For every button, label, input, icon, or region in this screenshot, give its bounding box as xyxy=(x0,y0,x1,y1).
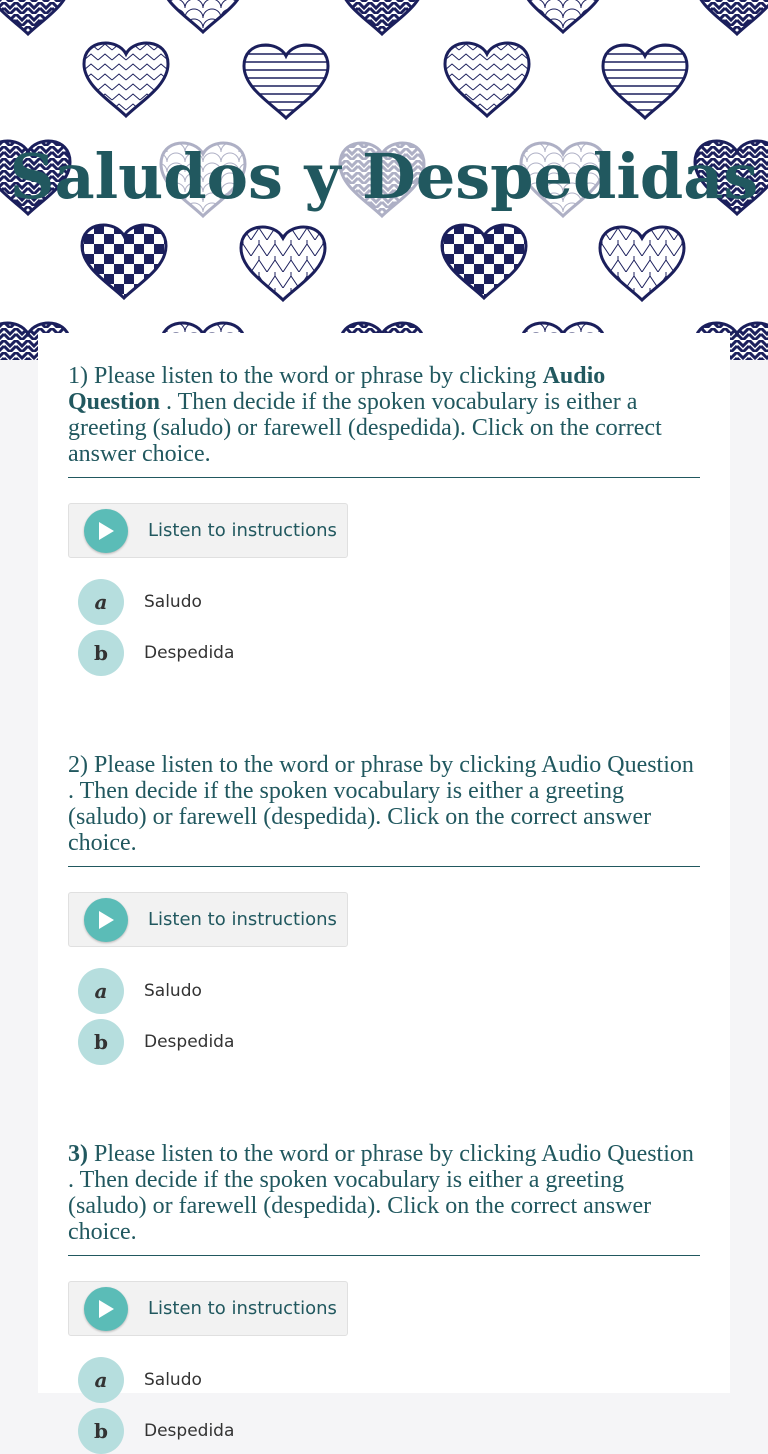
question-number: 2) xyxy=(68,752,88,778)
question-text xyxy=(68,752,700,867)
listen-to-instructions-button[interactable] xyxy=(68,1281,348,1336)
choice-label: Saludo xyxy=(144,592,202,612)
question-3 xyxy=(68,1141,700,1454)
choice-label: Despedida xyxy=(144,1032,235,1052)
play-icon[interactable] xyxy=(84,509,128,553)
play-icon[interactable] xyxy=(84,1287,128,1331)
listen-label: Listen to instructions xyxy=(148,1298,337,1319)
answer-choices xyxy=(78,579,700,676)
choice-a[interactable] xyxy=(78,1357,700,1403)
choice-letter-a[interactable]: a xyxy=(78,1357,124,1403)
worksheet xyxy=(38,333,730,1443)
answer-choices xyxy=(78,968,700,1065)
choice-b[interactable] xyxy=(78,630,700,676)
choice-label: Despedida xyxy=(144,643,235,663)
choice-letter-b[interactable]: b xyxy=(78,1019,124,1065)
listen-to-instructions-button[interactable] xyxy=(68,503,348,558)
question-text-end: . Then decide if the spoken vocabulary is either a greeting (saludo) or farewell (despedida). Click on the correct answer choice. xyxy=(68,389,662,467)
question-text xyxy=(68,1141,700,1256)
question-number: 1) xyxy=(68,363,88,389)
question-text-end: Audio Question . Then decide if the spoken vocabulary is either a greeting (saludo) or farewell (despedida). Click on the correct answer choice. xyxy=(68,752,694,856)
choice-letter-a[interactable]: a xyxy=(78,968,124,1014)
choice-a[interactable] xyxy=(78,968,700,1014)
listen-to-instructions-button[interactable] xyxy=(68,892,348,947)
play-icon[interactable] xyxy=(84,898,128,942)
choice-letter-a[interactable]: a xyxy=(78,579,124,625)
question-text-start: Please listen to the word or phrase by clicking xyxy=(88,752,542,778)
header-banner xyxy=(0,0,768,360)
question-number: 3) xyxy=(68,1141,88,1167)
question-1 xyxy=(68,363,700,676)
choice-a[interactable] xyxy=(78,579,700,625)
question-text-start: Please listen to the word or phrase by clicking xyxy=(88,363,543,389)
choice-label: Saludo xyxy=(144,981,202,1001)
listen-label: Listen to instructions xyxy=(148,520,337,541)
question-text-end: Audio Question . Then decide if the spoken vocabulary is either a greeting (saludo) or farewell (despedida). Click on the correct answer choice. xyxy=(68,1141,694,1245)
choice-b[interactable] xyxy=(78,1408,700,1454)
choice-label: Despedida xyxy=(144,1421,235,1441)
question-text-start: Please listen to the word or phrase by clicking xyxy=(88,1141,542,1167)
question-2 xyxy=(68,752,700,1065)
choice-label: Saludo xyxy=(144,1370,202,1390)
page-title: Saludos y Despedidas xyxy=(9,140,759,213)
listen-label: Listen to instructions xyxy=(148,909,337,930)
choice-b[interactable] xyxy=(78,1019,700,1065)
choice-letter-b[interactable]: b xyxy=(78,630,124,676)
question-text xyxy=(68,363,700,478)
question-bold-text: Audio Question xyxy=(68,363,606,415)
answer-choices xyxy=(78,1357,700,1454)
choice-letter-b[interactable]: b xyxy=(78,1408,124,1454)
